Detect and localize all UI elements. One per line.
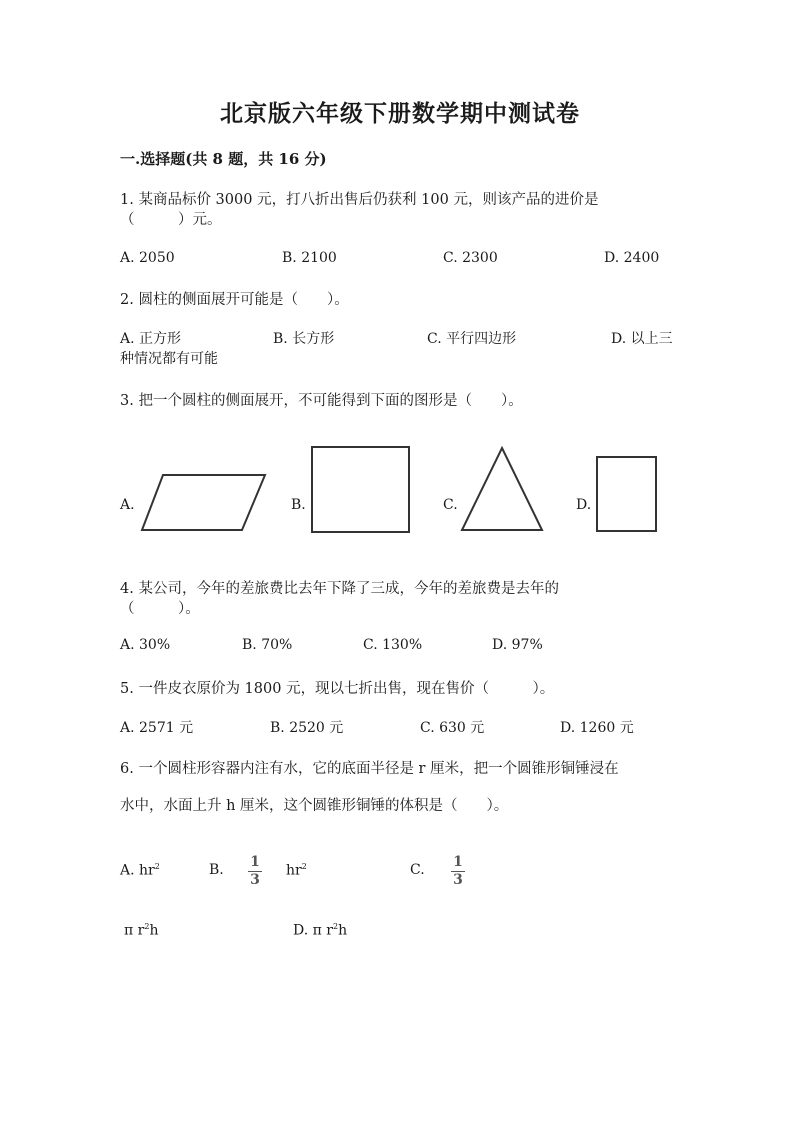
q1-option-b[interactable]: B. 2100 bbox=[282, 250, 337, 266]
q1-option-a[interactable]: A. 2050 bbox=[120, 250, 175, 266]
q2-option-d-cont: 种情况都有可能 bbox=[120, 351, 218, 367]
rectangle-icon bbox=[596, 456, 658, 533]
question-2-text: 2. 圆柱的侧面展开可能是（ ）。 bbox=[120, 292, 349, 308]
q5-option-d[interactable]: D. 1260 元 bbox=[560, 720, 634, 736]
q1-option-c[interactable]: C. 2300 bbox=[443, 250, 498, 266]
q6-option-d[interactable] bbox=[293, 922, 347, 939]
q2-option-c[interactable]: C. 平行四边形 bbox=[427, 331, 517, 347]
q6-option-c-cont-sup: 2 bbox=[144, 922, 150, 931]
q6-option-b-text: hr bbox=[286, 862, 302, 879]
question-4-text: 4. 某公司，今年的差旅费比去年下降了三成，今年的差旅费是去年的 bbox=[120, 581, 559, 597]
question-1-text: 1. 某商品标价 3000 元，打八折出售后仍获利 100 元，则该产品的进价是 bbox=[120, 192, 599, 208]
q6-option-b-expr bbox=[286, 862, 307, 879]
section-heading: 一.选择题(共 8 题，共 16 分) bbox=[120, 150, 327, 168]
q4-option-b[interactable]: B. 70% bbox=[242, 637, 293, 653]
q1-option-d[interactable]: D. 2400 bbox=[604, 250, 660, 266]
q4-option-c[interactable]: C. 130% bbox=[363, 637, 423, 653]
q6-option-a[interactable] bbox=[120, 862, 160, 879]
q6-option-a-text: A. hr bbox=[120, 862, 155, 879]
q5-option-b[interactable]: B. 2520 元 bbox=[270, 720, 344, 736]
q2-option-a[interactable]: A. 正方形 bbox=[120, 331, 182, 347]
q6-option-c-cont-h: h bbox=[149, 922, 159, 939]
triangle-icon bbox=[460, 446, 544, 532]
q6-option-c-cont-text: π r bbox=[124, 922, 145, 939]
q6-option-a-sup: 2 bbox=[154, 862, 160, 871]
q6-option-b[interactable]: B. bbox=[209, 862, 224, 878]
q3-option-d[interactable]: D. bbox=[576, 497, 592, 513]
q2-option-d[interactable]: D. 以上三 bbox=[611, 331, 673, 347]
q6-option-d-text: D. π r bbox=[293, 922, 333, 939]
q6-option-c[interactable]: C. bbox=[410, 862, 425, 878]
question-5-text: 5. 一件皮衣原价为 1800 元，现以七折出售，现在售价（ ）。 bbox=[120, 681, 555, 697]
fraction-denominator: 3 bbox=[250, 872, 260, 888]
question-6-text: 6. 一个圆柱形容器内注有水，它的底面半径是 r 厘米，把一个圆锥形铜锤浸在 bbox=[120, 761, 619, 777]
fraction-numerator: 1 bbox=[453, 854, 463, 870]
q4-option-a[interactable]: A. 30% bbox=[120, 637, 171, 653]
q6-option-b-fraction bbox=[248, 855, 262, 888]
q6-option-d-sup: 2 bbox=[332, 922, 339, 931]
q3-option-b[interactable]: B. bbox=[291, 497, 306, 513]
question-4-text-cont: （ ）。 bbox=[120, 601, 200, 617]
question-1-text-cont: （ ）元。 bbox=[120, 212, 222, 228]
q2-option-b[interactable]: B. 长方形 bbox=[273, 331, 335, 347]
q6-option-d-h: h bbox=[338, 922, 348, 939]
q3-option-c[interactable]: C. bbox=[443, 497, 458, 513]
q5-option-c[interactable]: C. 630 元 bbox=[420, 720, 485, 736]
fraction-numerator: 1 bbox=[250, 854, 260, 870]
question-6-text-cont: 水中，水面上升 h 厘米，这个圆锥形铜锤的体积是（ ）。 bbox=[120, 798, 509, 814]
q6-option-b-sup: 2 bbox=[301, 862, 307, 871]
q5-option-a[interactable]: A. 2571 元 bbox=[120, 720, 194, 736]
page-title: 北京版六年级下册数学期中测试卷 bbox=[220, 100, 580, 127]
q6-option-c-fraction bbox=[451, 855, 465, 888]
square-icon bbox=[311, 446, 411, 534]
q3-option-a[interactable]: A. bbox=[120, 497, 135, 513]
q6-option-c-cont bbox=[124, 922, 158, 939]
parallelogram-icon bbox=[140, 473, 268, 533]
question-3-text: 3. 把一个圆柱的侧面展开，不可能得到下面的图形是（ ）。 bbox=[120, 393, 523, 409]
q4-option-d[interactable]: D. 97% bbox=[492, 637, 543, 653]
fraction-denominator: 3 bbox=[453, 872, 463, 888]
